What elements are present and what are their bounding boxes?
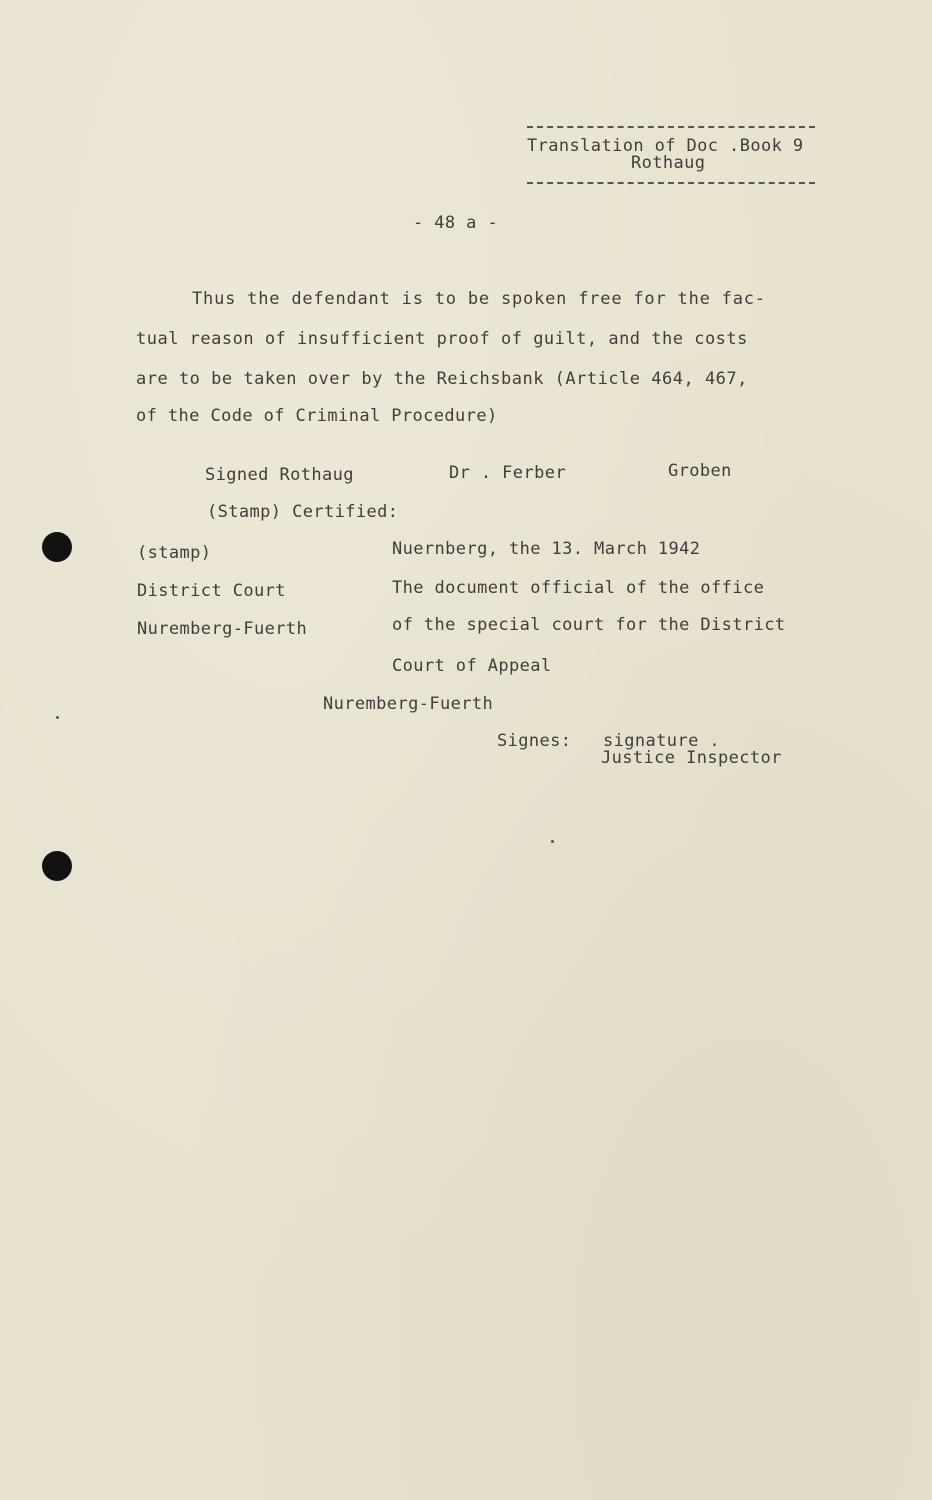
header-line-1: Translation of Doc .Book 9 — [527, 136, 804, 156]
signature-value: signature . — [603, 731, 720, 751]
punch-hole-top — [42, 532, 72, 562]
certified-label: (Stamp) Certified: — [207, 502, 399, 522]
signatory-rothaug: Signed Rothaug — [205, 465, 354, 485]
body-line-4: of the Code of Criminal Procedure) — [136, 406, 498, 426]
header-rule-top — [527, 126, 815, 128]
certification-line-4: Court of Appeal — [392, 656, 552, 676]
signatory-ferber: Dr . Ferber — [449, 463, 566, 483]
certification-line-5: Nuremberg-Fuerth — [323, 694, 494, 714]
certification-line-2: The document official of the office — [392, 578, 765, 598]
stamp-line-3: Nuremberg-Fuerth — [137, 619, 308, 639]
body-line-3: are to be taken over by the Reichsbank (Article 464, 467, — [136, 369, 748, 389]
header-rule-bottom — [527, 182, 815, 184]
body-line-1: Thus the defendant is to be spoken free for the fac- — [192, 289, 766, 309]
certification-line-1: Nuernberg, the 13. March 1942 — [392, 539, 701, 559]
signature-label: Signes: — [497, 731, 572, 751]
certification-line-3: of the special court for the District — [392, 615, 786, 635]
page-number: - 48 a - — [413, 213, 499, 233]
stamp-line-1: (stamp) — [137, 543, 212, 563]
stamp-line-2: District Court — [137, 581, 286, 601]
header-line-2: Rothaug — [631, 153, 706, 173]
punch-hole-bottom — [42, 851, 72, 881]
body-line-2: tual reason of insufficient proof of guilt, and the costs — [136, 329, 748, 349]
paper-speck — [56, 716, 59, 719]
paper-speck — [551, 840, 554, 843]
signatory-groben: Groben — [668, 461, 732, 481]
signature-title: Justice Inspector — [601, 748, 782, 768]
